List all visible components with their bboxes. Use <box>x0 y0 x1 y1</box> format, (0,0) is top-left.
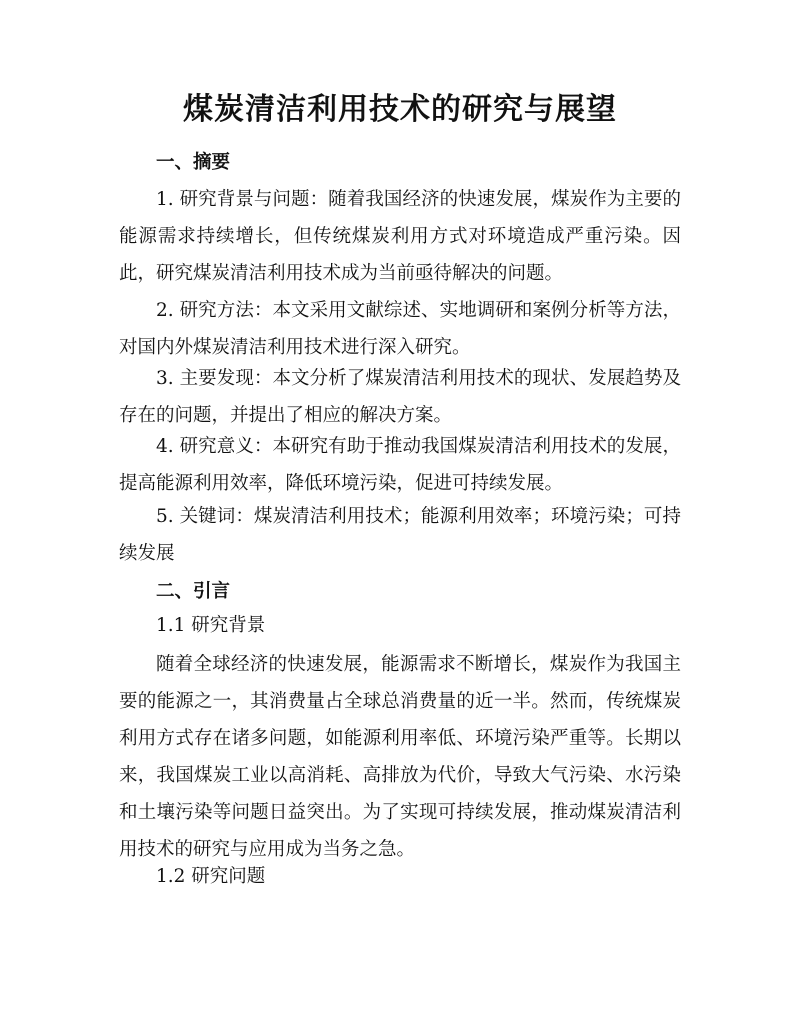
abstract-item-3: 3. 主要发现：本文分析了煤炭清洁利用技术的现状、发展趋势及存在的问题，并提出了相应的解决方案。 <box>119 368 681 426</box>
document-title: 煤炭清洁利用技术的研究与展望 <box>183 92 617 127</box>
abstract-item-1: 1. 研究背景与问题：随着我国经济的快速发展，煤炭作为主要的能源需求持续增长，但传统煤炭利用方式对环境造成严重污染。因此，研究煤炭清洁利用技术成为当前亟待解决的问题。 <box>119 189 681 284</box>
abstract-item-4: 4. 研究意义：本研究有助于推动我国煤炭清洁利用技术的发展，提高能源利用效率，降低环境污染，促进可持续发展。 <box>119 436 681 494</box>
abstract-item-5: 5. 关键词：煤炭清洁利用技术；能源利用效率；环境污染；可持续发展 <box>119 506 681 564</box>
background-paragraph: 随着全球经济的快速发展，能源需求不断增长，煤炭作为我国主要的能源之一，其消费量占全球总消费量的近一半。然而，传统煤炭利用方式存在诸多问题，如能源利用率低、环境污染严重等。长期以来，我国煤炭工业以高消耗、高排放为代价，导致大气污染、水污染和土壤污染等问题日益突出。为了实现可持续发展，推动煤炭清洁利用技术的研究与应用成为当务之急。 <box>119 654 681 860</box>
subsection-heading-background: 1.1 研究背景 <box>156 615 266 636</box>
subsection-heading-research-question: 1.2 研究问题 <box>156 866 266 887</box>
section-heading-introduction: 二、引言 <box>156 581 231 602</box>
abstract-item-2: 2. 研究方法：本文采用文献综述、实地调研和案例分析等方法，对国内外煤炭清洁利用技术进行深入研究。 <box>119 300 681 358</box>
section-heading-abstract: 一、摘要 <box>156 152 231 173</box>
